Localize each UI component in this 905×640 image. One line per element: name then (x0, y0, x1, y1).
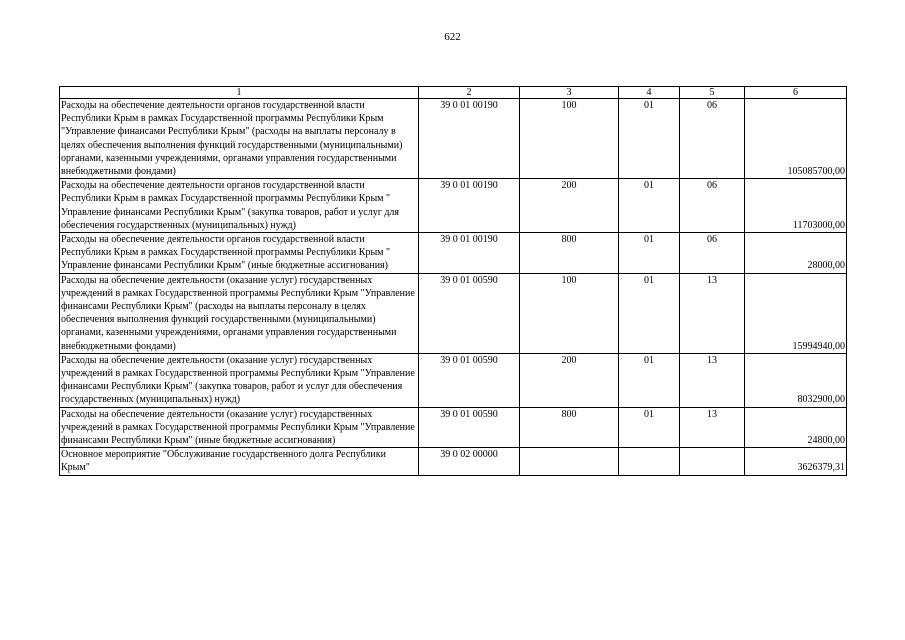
row-section: 01 (619, 179, 680, 233)
row-amount: 8032900,00 (745, 353, 847, 407)
table-row (60, 99, 847, 179)
row-section: 01 (619, 273, 680, 353)
row-expense-type (520, 448, 619, 475)
row-subsection: 13 (680, 353, 745, 407)
row-subsection: 13 (680, 273, 745, 353)
row-description: Расходы на обеспечение деятельности (оказание услуг) государственных учреждений в рамках Государственной программы Республики Крым "Управление финансами Республики Крым" (расходы на выплаты персоналу в целях обеспечения выполнения функций государственными (муниципальными) органами, казенными учреждениями, органами управления государственными внебюджетными фондами) (60, 273, 419, 353)
row-subsection: 06 (680, 99, 745, 179)
row-amount: 24800,00 (745, 407, 847, 448)
row-description: Расходы на обеспечение деятельности (оказание услуг) государственных учреждений в рамках Государственной программы Республики Крым "Управление финансами Республики Крым" (иные бюджетные ассигнования) (60, 407, 419, 448)
row-amount: 28000,00 (745, 233, 847, 274)
row-target-code: 39 0 01 00590 (419, 407, 520, 448)
column-header: 1 (60, 87, 419, 99)
row-subsection: 06 (680, 179, 745, 233)
column-header: 4 (619, 87, 680, 99)
column-header: 3 (520, 87, 619, 99)
row-section: 01 (619, 353, 680, 407)
row-section: 01 (619, 233, 680, 274)
row-subsection: 13 (680, 407, 745, 448)
row-description: Расходы на обеспечение деятельности органов государственной власти Республики Крым в рамках Государственной программы Республики Крым " Управление финансами Республики Крым" (закупка товаров, работ и услуг для обеспечения государственных (муниципальных) нужд) (60, 179, 419, 233)
row-target-code: 39 0 01 00590 (419, 273, 520, 353)
column-header: 5 (680, 87, 745, 99)
row-amount: 3626379,31 (745, 448, 847, 475)
row-target-code: 39 0 01 00590 (419, 353, 520, 407)
row-subsection: 06 (680, 233, 745, 274)
row-description: Основное мероприятие "Обслуживание государственного долга Республики Крым" (60, 448, 419, 475)
table-row (60, 407, 847, 448)
row-description: Расходы на обеспечение деятельности органов государственной власти Республики Крым в рамках Государственной программы Республики Крым "Управление финансами Республики Крым" (расходы на выплаты персоналу в целях обеспечения выполнения функций государственными (муниципальными) органами, казенными учреждениями, органами управления государственными внебюджетными фондами) (60, 99, 419, 179)
row-target-code: 39 0 01 00190 (419, 99, 520, 179)
table-row (60, 448, 847, 475)
row-amount: 105085700,00 (745, 99, 847, 179)
column-header: 2 (419, 87, 520, 99)
table-row (60, 273, 847, 353)
row-description: Расходы на обеспечение деятельности (оказание услуг) государственных учреждений в рамках Государственной программы Республики Крым "Управление финансами Республики Крым" (закупка товаров, работ и услуг для обеспечения государственных (муниципальных) нужд) (60, 353, 419, 407)
row-amount: 15994940,00 (745, 273, 847, 353)
column-header: 6 (745, 87, 847, 99)
page-number: 622 (444, 31, 461, 43)
row-amount: 11703000,00 (745, 179, 847, 233)
row-expense-type: 800 (520, 233, 619, 274)
row-expense-type: 200 (520, 353, 619, 407)
table-row (60, 353, 847, 407)
table-header-row (60, 87, 847, 99)
row-expense-type: 200 (520, 179, 619, 233)
row-target-code: 39 0 01 00190 (419, 179, 520, 233)
table-row (60, 233, 847, 274)
row-expense-type: 100 (520, 273, 619, 353)
budget-table (59, 86, 847, 476)
row-section (619, 448, 680, 475)
row-description: Расходы на обеспечение деятельности органов государственной власти Республики Крым в рамках Государственной программы Республики Крым " Управление финансами Республики Крым" (иные бюджетные ассигнования) (60, 233, 419, 274)
row-target-code: 39 0 01 00190 (419, 233, 520, 274)
row-expense-type: 100 (520, 99, 619, 179)
table-row (60, 179, 847, 233)
row-section: 01 (619, 99, 680, 179)
row-target-code: 39 0 02 00000 (419, 448, 520, 475)
row-expense-type: 800 (520, 407, 619, 448)
row-subsection (680, 448, 745, 475)
row-section: 01 (619, 407, 680, 448)
